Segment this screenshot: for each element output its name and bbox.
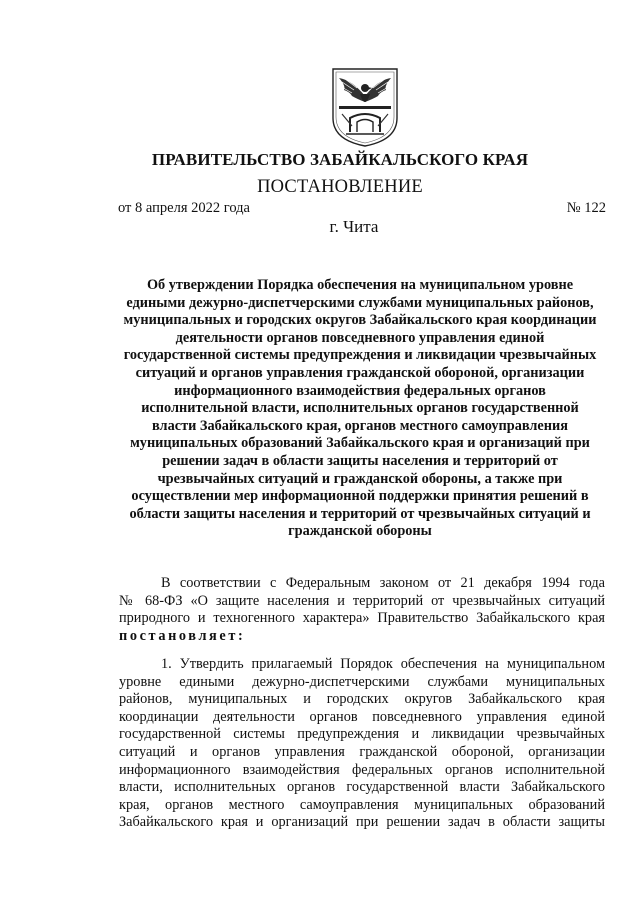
title-line: власти Забайкальского края, органов местного самоуправления: [152, 417, 568, 434]
resolves-word: постановляет:: [119, 627, 246, 644]
title-line: области защиты населения и территорий от чрезвычайных ситуаций и: [129, 505, 591, 522]
item-1-line: государственной системы предупреждения и ликвидации чрезвычайных: [119, 726, 605, 743]
preamble-line: В соответствии с Федеральным законом от 21 декабря 1994 года: [161, 575, 605, 591]
document-date: от 8 апреля 2022 года: [118, 200, 250, 216]
item-1-line: власти, исполнительных органов государственной власти Забайкальского: [119, 779, 605, 796]
item-1-line: уровне едиными дежурно-диспетчерскими службами муниципальных: [119, 673, 605, 690]
document-city: г. Чита: [329, 217, 379, 236]
title-line: чрезвычайных ситуаций и гражданской обороны, а также при: [157, 470, 563, 487]
item-1-line: ситуаций и органов управления гражданской обороной, организации: [119, 743, 605, 760]
title-line: деятельности органов повседневного управления единой: [175, 329, 545, 346]
item-1-line: информационного взаимодействия федеральных органов исполнительной: [119, 761, 605, 778]
document-number: № 122: [566, 200, 606, 216]
item-1-line: 1. Утвердить прилагаемый Порядок обеспечения на муниципальном: [161, 656, 605, 672]
preamble-paragraph: [119, 575, 605, 645]
title-line: ситуаций и органов управления гражданской обороной, организации: [135, 364, 585, 381]
title-line: едиными дежурно-диспетчерскими службами муниципальных районов,: [126, 294, 594, 311]
title-line: гражданской обороны: [288, 523, 432, 540]
item-1-line: края, органов местного самоуправления муниципальных образований: [119, 796, 605, 813]
document-title: [112, 277, 608, 541]
title-line: муниципальных и городских округов Забайкальского края координации: [123, 312, 597, 329]
title-line: Об утверждении Порядка обеспечения на муниципальном уровне: [146, 277, 574, 293]
document-type: ПОСТАНОВЛЕНИЕ: [257, 177, 423, 197]
title-line: осуществлении мер информационной поддержки принятия решений в: [131, 488, 589, 505]
title-line: решении задач в области защиты населения и территорий от: [162, 452, 558, 469]
preamble-line: природного и техногенного характера» Правительство Забайкальского края: [119, 610, 605, 627]
item-1-paragraph: [119, 656, 605, 832]
item-1-line: Забайкальского края и организаций при решении задач в области защиты: [119, 814, 605, 831]
title-line: государственной системы предупреждения и ликвидации чрезвычайных: [123, 347, 597, 364]
title-line: муниципальных образований Забайкальского края и организаций при: [130, 435, 590, 452]
title-line: исполнительной власти, исполнительных органов государственной: [141, 400, 579, 417]
item-1-line: координации деятельности органов повседневного управления единой: [119, 708, 605, 725]
government-name: ПРАВИТЕЛЬСТВО ЗАБАЙКАЛЬСКОГО КРАЯ: [151, 150, 529, 169]
title-line: информационного взаимодействия федеральных органов: [174, 382, 546, 399]
preamble-line: № 68-ФЗ «О защите населения и территорий от чрезвычайных ситуаций: [119, 592, 605, 609]
item-1-line: районов, муниципальных и городских округов Забайкальского края: [119, 691, 605, 708]
coat-of-arms-icon: [330, 66, 400, 148]
